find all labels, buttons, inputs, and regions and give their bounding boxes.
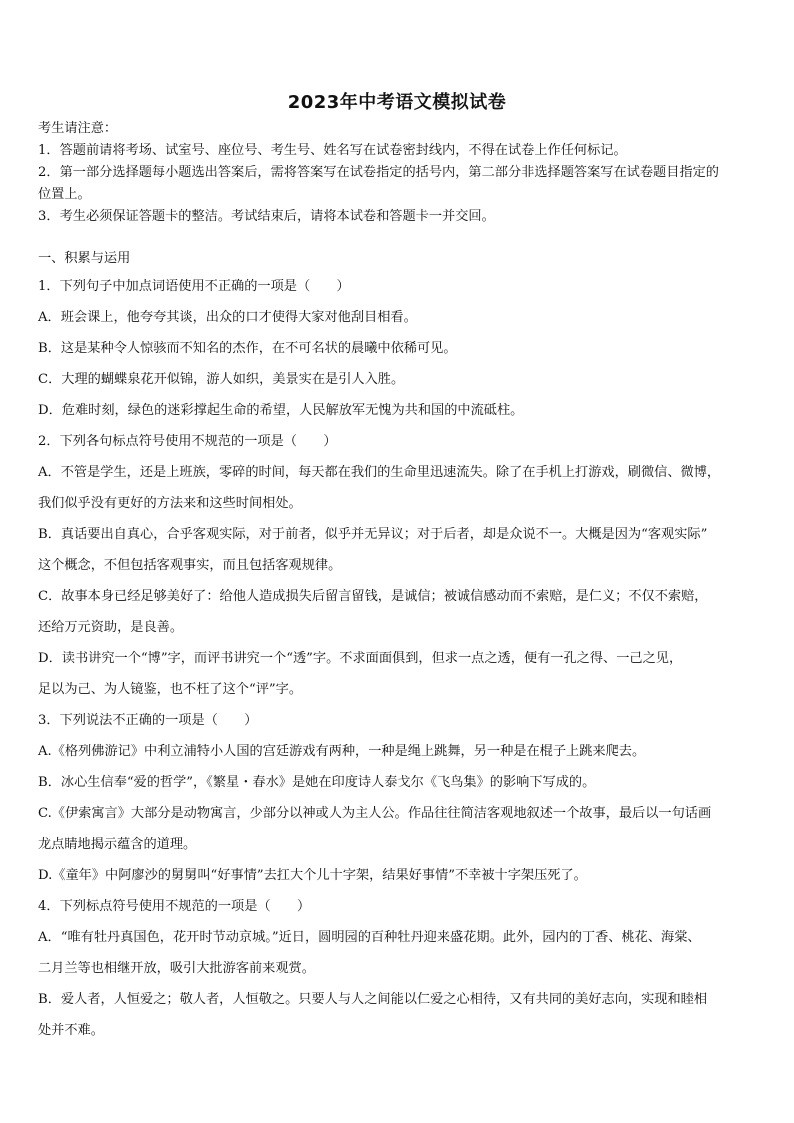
exam-title: 2023年中考语文模拟试卷 bbox=[287, 92, 507, 113]
option-d: D．危难时刻，绿色的迷彩撑起生命的希望，人民解放军无愧为共和国的中流砥柱。 bbox=[38, 403, 524, 418]
notice-item: 位置上。 bbox=[38, 187, 91, 202]
option-a-cont: 二月兰等也相继开放，吸引大批游客前来观赏。 bbox=[38, 961, 315, 976]
notice-item: 1．答题前请将考场、试室号、座位号、考生号、姓名写在试卷密封线内，不得在试卷上作任何标记。 bbox=[38, 143, 627, 158]
notice-item: 2．第一部分选择题每小题选出答案后，需将答案写在试卷指定的括号内，第二部分非选择题答案写在试卷题目指定的 bbox=[38, 165, 719, 180]
question-stem: 4．下列标点符号使用不规范的一项是（ ） bbox=[38, 899, 311, 914]
question-2 bbox=[38, 431, 758, 701]
notice-item: 3．考生必须保证答题卡的整洁。考试结束后，请将本试卷和答题卡一并交回。 bbox=[38, 209, 495, 224]
option-a: A.《格列佛游记》中利立浦特小人国的宫廷游戏有两种，一种是绳上跳舞，另一种是在棍子上跳来爬去。 bbox=[38, 744, 646, 759]
option-a: A．不管是学生，还是上班族，零碎的时间，每天都在我们的生命里迅速流失。除了在手机上打游戏，刷微信、微博， bbox=[38, 465, 721, 480]
option-b: B．爱人者，人恒爱之；敬人者，人恒敬之。只要人与人之间能以仁爱之心相待，又有共同的美好志向，实现和睦相 bbox=[38, 992, 708, 1007]
question-4 bbox=[38, 896, 758, 1042]
option-c: C．故事本身已经足够美好了：给他人造成损失后留言留钱，是诚信；被诚信感动而不索赔，是仁义；不仅不索赔， bbox=[38, 589, 708, 604]
option-c: C．大理的蝴蝶泉花开似锦，游人如织，美景实在是引人入胜。 bbox=[38, 372, 405, 387]
option-b-cont: 这个概念，不但包括客观事实，而且包括客观规律。 bbox=[38, 558, 342, 573]
option-d: D．读书讲究一个“博”字，而评书讲究一个“透”字。不求面面俱到，但求一点之透，便有一孔之得、一己之见， bbox=[38, 651, 683, 666]
option-c: C.《伊索寓言》大部分是动物寓言，少部分以神或人为主人公。作品往往简洁客观地叙述一个故事，最后以一句话画 bbox=[38, 806, 712, 821]
notice-block bbox=[38, 118, 758, 228]
option-a-cont: 我们似乎没有更好的方法来和这些时间相处。 bbox=[38, 496, 302, 511]
notice-heading: 考生请注意： bbox=[38, 121, 118, 136]
option-a: A．班会课上，他夸夸其谈，出众的口才使得大家对他刮目相看。 bbox=[38, 310, 417, 325]
option-b-cont: 处并不难。 bbox=[38, 1023, 104, 1038]
option-c-cont: 还给万元资助，是良善。 bbox=[38, 620, 184, 635]
question-stem: 1．下列句子中加点词语使用不正确的一项是（ ） bbox=[38, 279, 350, 294]
option-b: B．这是某种令人惊骇而不知名的杰作，在不可名状的晨曦中依稀可见。 bbox=[38, 341, 457, 356]
option-b: B．真话要出自真心，合乎客观实际，对于前者，似乎并无异议；对于后者，却是众说不一。大概是因为“客观实际” bbox=[38, 527, 708, 542]
question-3 bbox=[38, 710, 758, 887]
question-stem: 2．下列各句标点符号使用不规范的一项是（ ） bbox=[38, 434, 337, 449]
option-c-cont: 龙点睛地揭示蕴含的道理。 bbox=[38, 837, 197, 852]
section-heading: 一、积累与运用 bbox=[38, 251, 131, 266]
exam-content bbox=[38, 118, 758, 1042]
option-b: B．冰心生信奉“爱的哲学”，《繁星・春水》是她在印度诗人泰戈尔《飞鸟集》的影响下写成的。 bbox=[38, 775, 596, 790]
option-d: D.《童年》中阿廖沙的舅舅叫“好事情”去扛大个儿十字架，结果好事情”不幸被十字架压死了。 bbox=[38, 868, 587, 883]
question-stem: 3．下列说法不正确的一项是（ ） bbox=[38, 713, 258, 728]
option-a: A．“唯有牡丹真国色，花开时节动京城。”近日，圆明园的百种牡丹迎来盛花期。此外，园内的丁香、桃花、海棠、 bbox=[38, 930, 701, 945]
option-d-cont: 足以为己、为人镜鉴，也不枉了这个“评”字。 bbox=[38, 682, 303, 697]
question-1 bbox=[38, 276, 758, 422]
